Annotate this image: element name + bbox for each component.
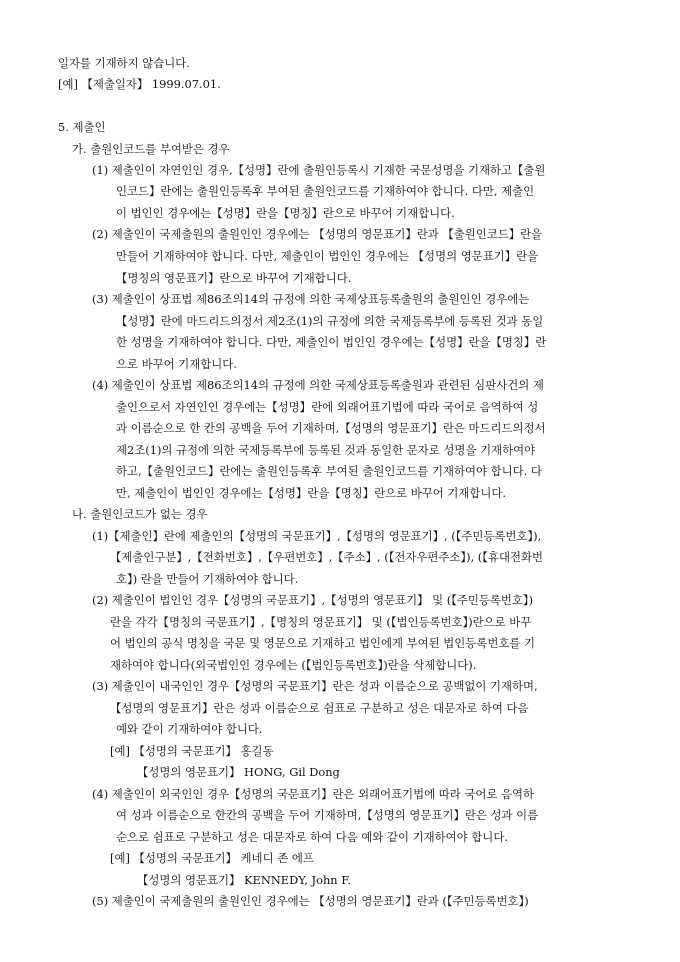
text-line: 여 성과 이름순으로 한칸의 공백을 두어 기재하며,【성명의 영문표기】란은 성과 이름 <box>116 808 539 822</box>
text-line: 재하여야 합니다(외국법인인 경우에는 (【법인등록번호】)란을 삭제합니다). <box>110 658 477 672</box>
text-line: (1) 제출인이 자연인인 경우,【성명】란에 출원인등록시 기재한 국문성명을 기재하고【출원 <box>92 163 546 177</box>
text-line: (3) 제출인이 내국인인 경우【성명의 국문표기】란은 성과 이름순으로 공백없이 기재하며, <box>92 679 538 693</box>
text-line: 과 이름순으로 한 칸의 공백을 두어 기재하며,【성명의 영문표기】란은 마드리드의정서 <box>116 421 546 435</box>
text-line: 제2조(1)의 규정에 의한 국제등록부에 등록된 것과 동일한 문자로 성명을 기재하여야 <box>116 443 536 457</box>
text-line: 인코드】란에는 출원인등록후 부여된 출원인코드를 기재하여야 합니다. 다만, 제출인 <box>116 184 535 198</box>
subsection-heading: 가. 출원인코드를 부여받은 경우 <box>72 142 230 156</box>
section-heading: 5. 제출인 <box>58 120 106 134</box>
example-line: 【성명의 영문표기】 KENNEDY, John F. <box>137 873 352 887</box>
text-line: (4) 제출인이 외국인인 경우【성명의 국문표기】란은 외래어표기법에 따라 국어로 음역하 <box>92 787 534 801</box>
text-line: 한 성명을 기재하여야 합니다. 다만, 제출인이 법인인 경우에는【성명】란을【명칭】란 <box>116 335 547 349</box>
text-line: 【명칭의 영문표기】란으로 바꾸어 기재합니다. <box>116 271 352 285</box>
text-line: 만들어 기재하여야 합니다. 다만, 제출인이 법인인 경우에는 【성명의 영문표기】란을 <box>116 249 539 263</box>
text-line: 예와 같이 기재하여야 합니다. <box>116 722 263 736</box>
text-line: 【성명의 영문표기】란은 성과 이름순으로 쉼표로 구분하고 성은 대문자로 하여 다음 <box>110 701 529 715</box>
text-line: 출인으로서 자연인인 경우에는【성명】란에 외래어표기법에 따라 국어로 음역하여 성 <box>116 400 539 414</box>
text-line: 일자를 기재하지 않습니다. <box>58 56 190 70</box>
text-line: (2) 제출인이 법인인 경우【성명의 국문표기】,【성명의 영문표기】 및 (【주민등록번호】) <box>92 593 534 607</box>
text-line: (1)【제출인】란에 제출인의【성명의 국문표기】,【성명의 영문표기】, (【주민등록번호】), <box>92 529 542 543</box>
example-line: 【성명의 영문표기】 HONG, Gil Dong <box>137 765 340 779</box>
subsection-heading: 나. 출원인코드가 없는 경우 <box>72 507 208 521</box>
text-line: 이 법인인 경우에는【성명】란을【명칭】란으로 바꾸어 기재합니다. <box>116 206 455 220</box>
example-line: [예] 【성명의 국문표기】 홍길동 <box>110 744 274 758</box>
text-line: (2) 제출인이 국제출원의 출원인인 경우에는 【성명의 영문표기】란과 【출원인코드】란을 <box>92 227 543 241</box>
text-line: 어 법인의 공식 명칭을 국문 및 영문으로 기재하고 법인에게 부여된 법인등록번호를 기 <box>110 636 535 650</box>
text-line: 【제출인구분】,【전화번호】,【우편번호】,【주소】, (【전자우편주소】), (【휴대전화번 <box>110 550 543 564</box>
text-line: (4) 제출인이 상표법 제86조의14의 규정에 의한 국제상표등록출원과 관련된 심판사건의 제 <box>92 378 544 392</box>
text-line: 만, 제출인이 법인인 경우에는【성명】란을【명칭】란으로 바꾸어 기재합니다. <box>116 486 507 500</box>
text-line: 란을 각각【명칭의 국문표기】,【명칭의 영문표기】 및 (【법인등록번호】)란으로 바꾸 <box>110 615 532 629</box>
text-line: 하고,【출원인코드】란에는 출원인등록후 부여된 출원인코드를 기재하여야 합니다. 다 <box>116 464 542 478</box>
example-line: [예] 【성명의 국문표기】 케네디 존 에프 <box>110 851 314 865</box>
text-line: (3) 제출인이 상표법 제86조의14의 규정에 의한 국제상표등록출원의 출원인인 경우에는 <box>92 292 530 306</box>
text-line: 순으로 쉼표로 구분하고 성은 대문자로 하여 다음 예와 같이 기재하여야 합니다. <box>116 830 508 844</box>
text-line: 【성명】란에 마드리드의정서 제2조(1)의 규정에 의한 국제등록부에 등록된 것과 동일 <box>116 314 544 328</box>
text-line: [예] 【제출일자】 1999.07.01. <box>58 77 221 91</box>
text-line: 호】) 란을 만들어 기재하여야 합니다. <box>116 572 299 586</box>
text-line: 으로 바꾸어 기재합니다. <box>116 357 237 371</box>
text-line: (5) 제출인이 국제출원의 출원인인 경우에는 【성명의 영문표기】란과 (【주민등록번호】) <box>92 894 529 908</box>
